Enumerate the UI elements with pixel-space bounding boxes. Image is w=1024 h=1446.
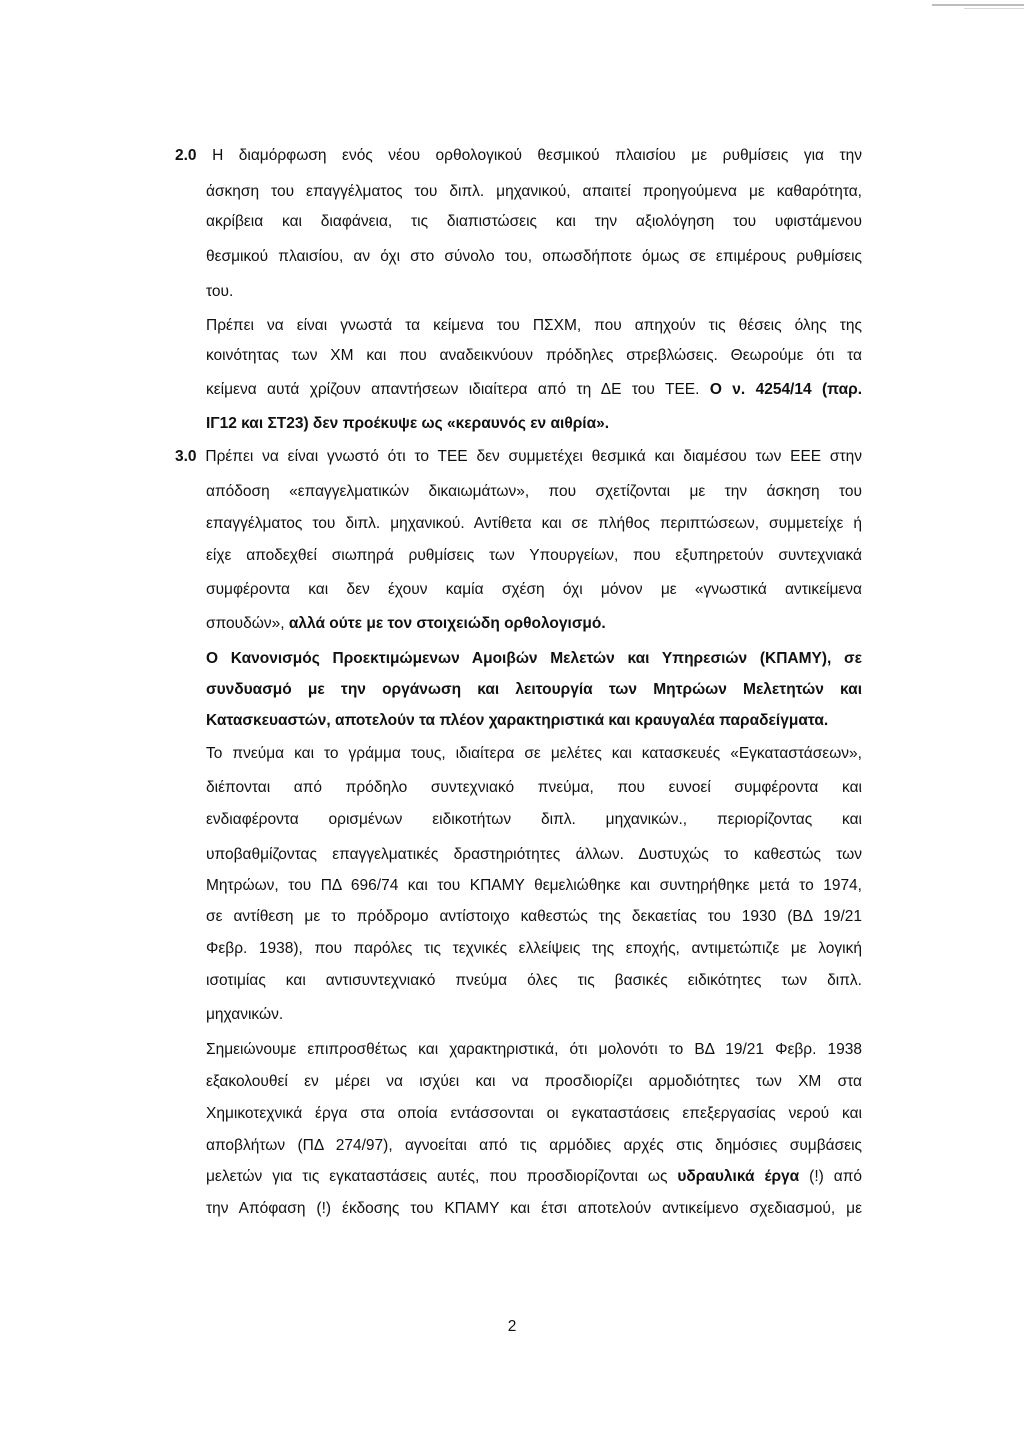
section-3-number: 3.0 [175, 448, 197, 465]
section-3-para-c-line-1: Το πνεύμα και το γράμμα τους, ιδιαίτερα σε μελέτες και κατασκευές «Εγκαταστάσεων», [206, 745, 862, 762]
section-3-para-c-line-4: υποβαθμίζοντας επαγγελματικές δραστηριότητες άλλων. Δυστυχώς το καθεστώς των [206, 846, 862, 863]
section-3-line-6-text: σπουδών», [206, 615, 285, 632]
section-3-para-c-line-7: Φεβρ. 1938), που παρόλες τις τεχνικές ελλείψεις της εποχής, αντιμετώπιζε με λογική [206, 940, 862, 957]
section-3-line-1 [175, 447, 862, 467]
section-3-para-d-line-5-bold: υδραυλικά έργα [677, 1168, 800, 1185]
section-3-text-1: Πρέπει να είναι γνωστό ότι το ΤΕΕ δεν συμμετέχει θεσμικά και διαμέσου των ΕΕΕ στην [205, 448, 862, 465]
section-3-para-d-line-6: την Απόφαση (!) έκδοσης του ΚΠΑΜΥ και έτσι αποτελούν αντικείμενο σχεδιασμού, με [206, 1200, 862, 1217]
section-2-para2-line-1: Πρέπει να είναι γνωστά τα κείμενα του ΠΣΧΜ, που απηχούν τις θέσεις όλης της [206, 317, 862, 334]
section-3-bold-line-2: συνδυασμό με την οργάνωση και λειτουργία των Μητρώων Μελετητών και [206, 681, 862, 698]
section-3-para-c-line-3: ενδιαφέροντα ορισμένων ειδικοτήτων διπλ. μηχανικών., περιορίζοντας και [206, 811, 862, 828]
section-2-para2-line-3 [206, 380, 862, 400]
section-3-bold-line-3: Κατασκευαστών, αποτελούν τα πλέον χαρακτηριστικά και κραυγαλέα παραδείγματα. [206, 712, 829, 729]
section-3-para-d-line-3: Χημικοτεχνικά έργα στα οποία εντάσσονται οι εγκαταστάσεις επεξεργασίας νερού και [206, 1105, 862, 1122]
section-3-para-d-line-4: αποβλήτων (ΠΔ 274/97), αγνοείται από τις αρμόδιες αρχές στις δημόσιες συμβάσεις [206, 1137, 862, 1154]
section-2-para2-line-3-text: κείμενα αυτά χρίζουν απαντήσεων ιδιαίτερα από τη ΔΕ του ΤΕΕ. [206, 381, 700, 398]
section-2-para2-line-4: ΙΓ12 και ΣΤ23) δεν προέκυψε ως «κεραυνός εν αιθρία». [206, 415, 610, 432]
section-3-para-c-line-8: ισοτιμίας και αντισυντεχνιακό πνεύμα όλες τις βασικές ειδικότητες των διπλ. [206, 972, 862, 989]
section-2-line-5: του. [206, 283, 234, 300]
page-number: 2 [507, 1318, 517, 1335]
section-3-para-d-line-5 [206, 1167, 862, 1187]
section-3-para-d-line-2: εξακολουθεί εν μέρει να ισχύει και να προσδιορίζει αρμοδιότητες των ΧΜ στα [206, 1073, 862, 1090]
section-3-para-c-line-2: διέπονται από πρόδηλο συντεχνιακό πνεύμα, που ευνοεί συμφέροντα και [206, 779, 862, 796]
section-3-para-c-line-5: Μητρώων, του ΠΔ 696/74 και του ΚΠΑΜΥ θεμελιώθηκε και συντηρήθηκε μετά το 1974, [206, 877, 862, 894]
section-2-number: 2.0 [175, 147, 197, 164]
section-3-bold-line-1: Ο Κανονισμός Προεκτιμώμενων Αμοιβών Μελετών και Υπηρεσιών (ΚΠΑΜΥ), σε [206, 650, 862, 667]
section-3-line-3: επαγγέλματος του διπλ. μηχανικού. Αντίθετα και σε πλήθος περιπτώσεων, συμμετείχε ή [206, 515, 862, 532]
section-2-line-4: θεσμικού πλαισίου, αν όχι στο σύνολο του, οπωσδήποτε όμως σε επιμέρους ρυθμίσεις [206, 248, 862, 265]
section-3-para-d-line-5-end: (!) από [809, 1168, 863, 1185]
section-2-text-1: Η διαμόρφωση ενός νέου ορθολογικού θεσμικού πλαισίου με ρυθμίσεις για την [212, 147, 862, 164]
section-3-line-6-bold: αλλά ούτε με τον στοιχειώδη ορθολογισμό. [288, 615, 606, 632]
section-3-para-d-line-1: Σημειώνουμε επιπροσθέτως και χαρακτηριστικά, ότι μολονότι το ΒΔ 19/21 Φεβρ. 1938 [206, 1041, 862, 1058]
section-3-para-c-line-9: μηχανικών. [206, 1006, 284, 1023]
section-3-line-4: είχε αποδεχθεί σιωπηρά ρυθμίσεις των Υπουργείων, που εξυπηρετούν συντεχνιακά [206, 547, 862, 564]
section-3-line-2: απόδοση «επαγγελματικών δικαιωμάτων», που σχετίζονται με την άσκηση του [206, 483, 862, 500]
section-3-line-6 [206, 614, 606, 634]
section-2-para2-line-2: κοινότητας των ΧΜ και που αναδεικνύουν πρόδηλες στρεβλώσεις. Θεωρούμε ότι τα [206, 347, 862, 364]
section-2-line-2: άσκηση του επαγγέλματος του διπλ. μηχανικού, απαιτεί προηγούμενα με καθαρότητα, [206, 183, 862, 200]
section-3-para-d-line-5-text: μελετών για τις εγκαταστάσεις αυτές, που προσδιορίζονται ως [206, 1168, 668, 1185]
section-3-para-c-line-6: σε αντίθεση με το πρόδρομο αντίστοιχο καθεστώς της δεκαετίας του 1930 (ΒΔ 19/21 [206, 908, 862, 925]
section-2-line-1 [175, 146, 862, 166]
section-2-line-3: ακρίβεια και διαφάνεια, τις διαπιστώσεις και την αξιολόγηση του υφιστάμενου [206, 213, 862, 230]
section-2-para2-line-3-bold: Ο ν. 4254/14 (παρ. [709, 381, 863, 398]
section-3-line-5: συμφέροντα και δεν έχουν καμία σχέση όχι μόνον με «γνωστικά αντικείμενα [206, 581, 862, 598]
